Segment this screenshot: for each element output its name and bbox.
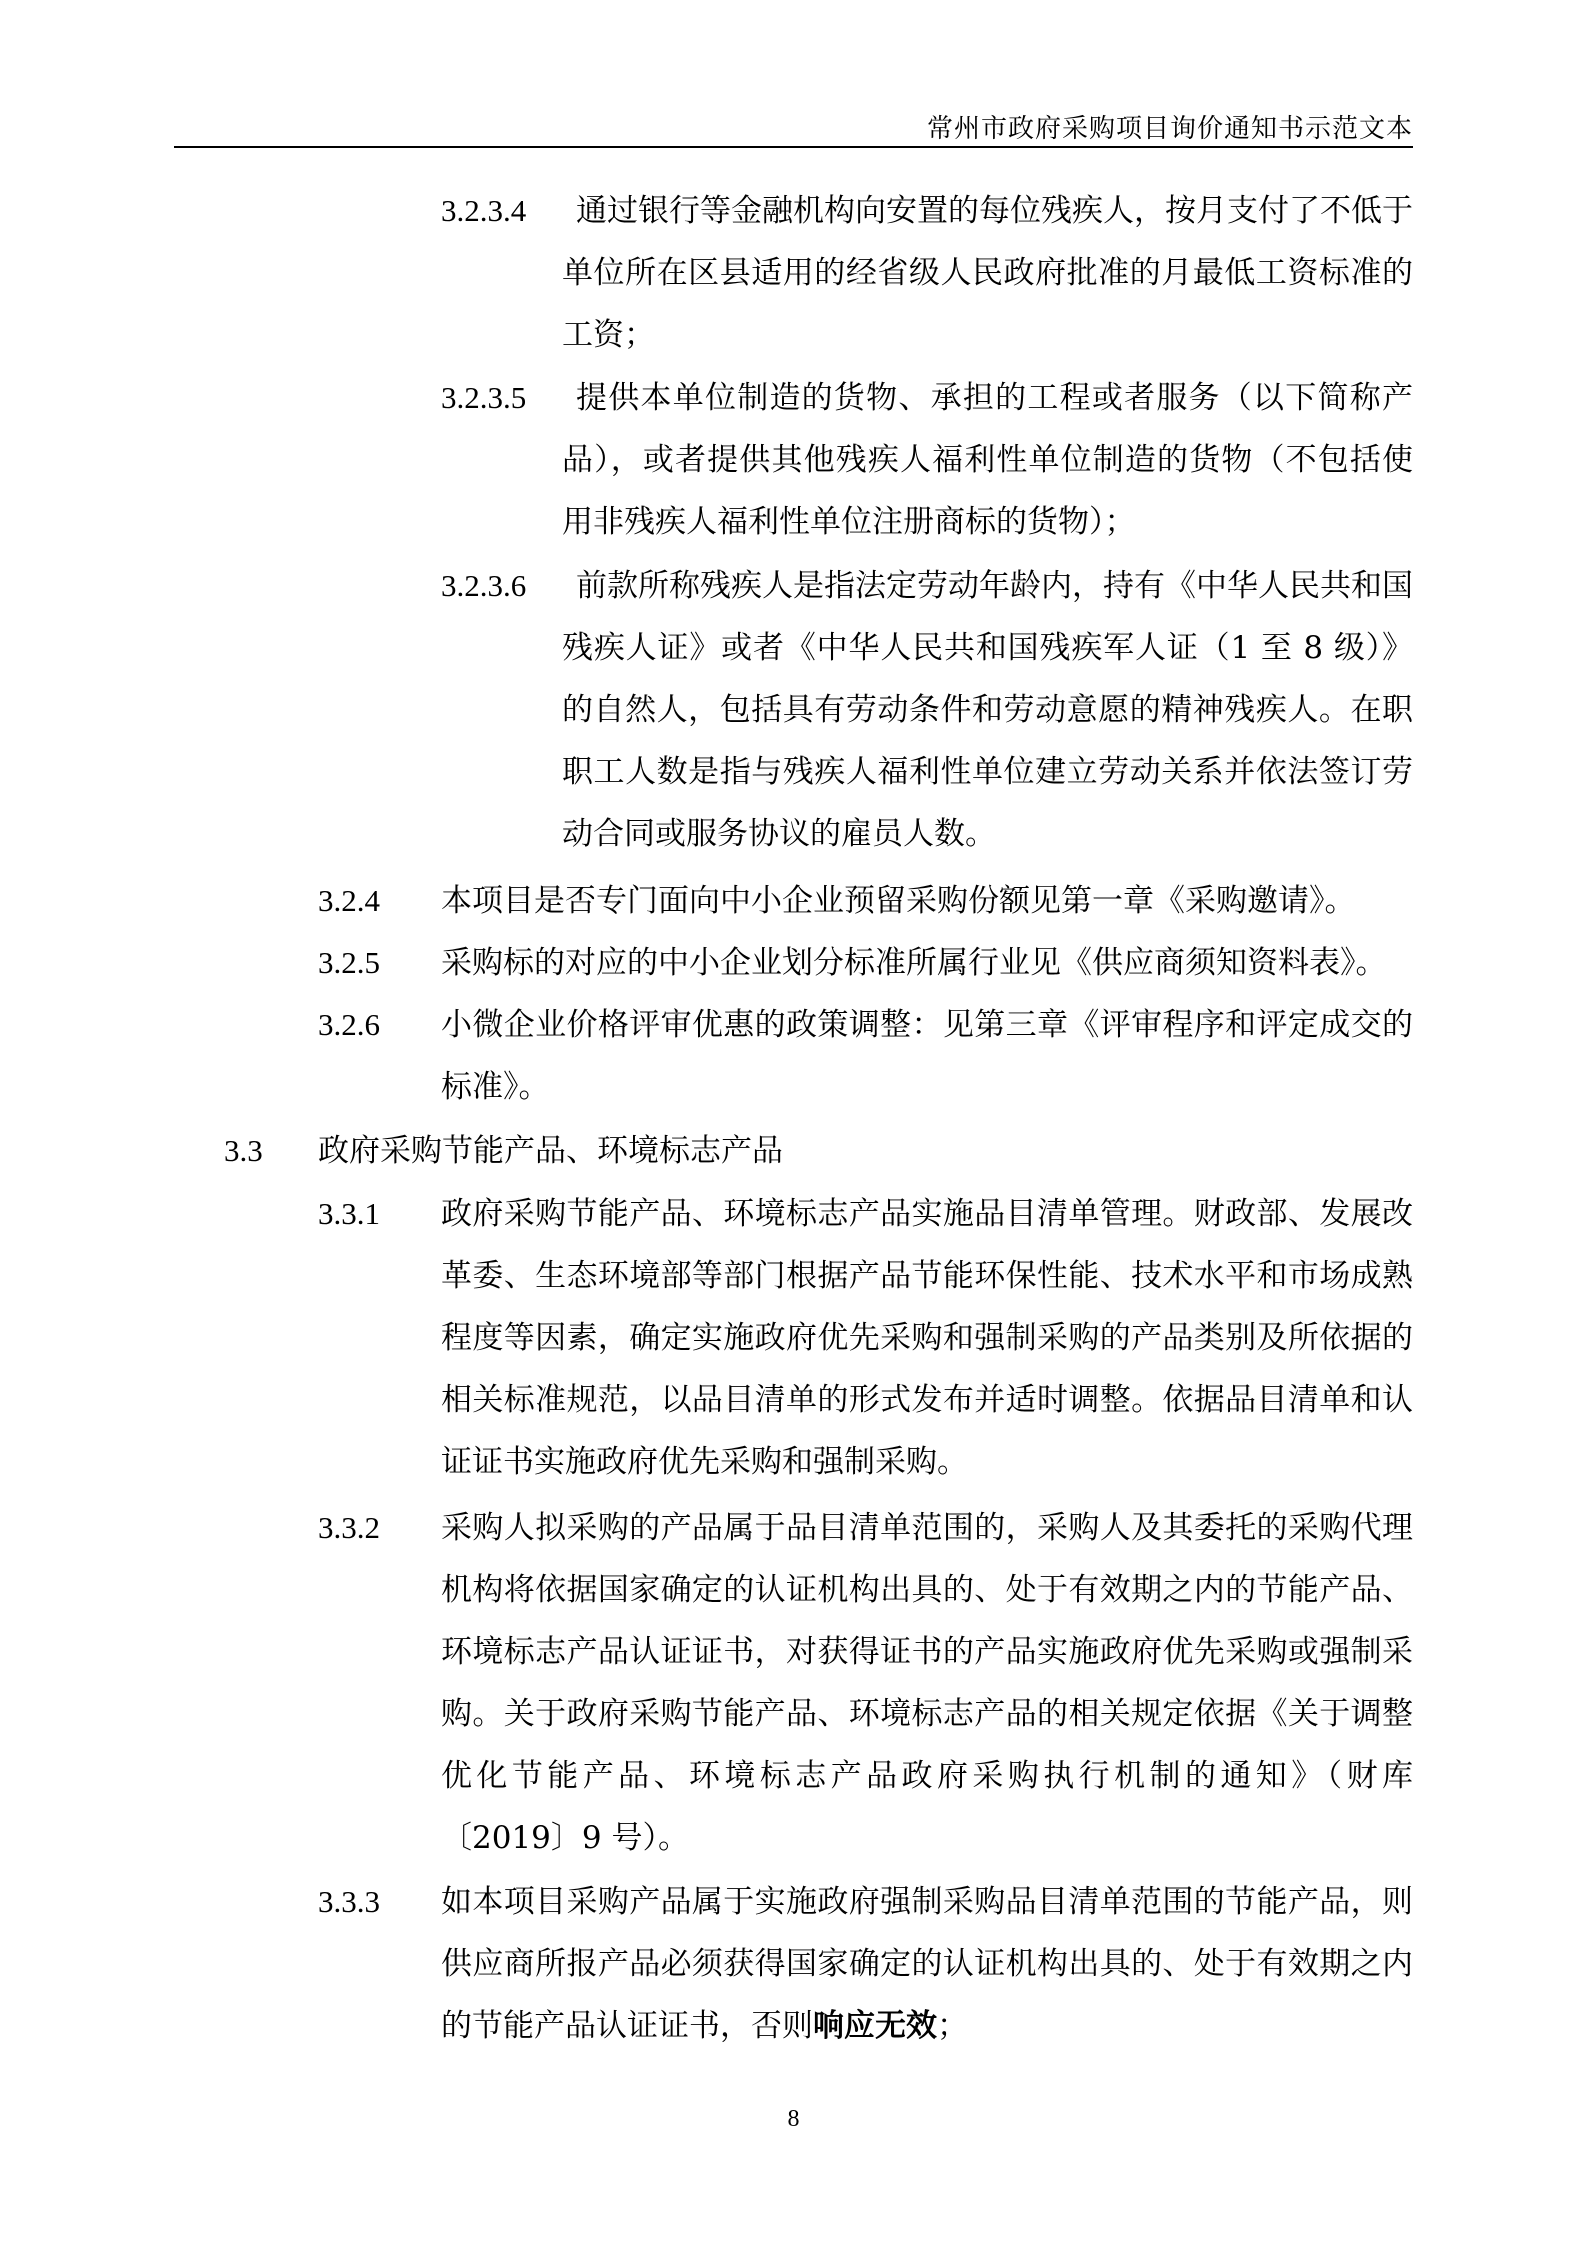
clause-number: 3.3.3	[318, 1884, 380, 1919]
clause-number: 3.2.5	[318, 945, 380, 980]
clause-number: 3.2.3.5	[441, 380, 527, 415]
clause-number: 3.2.6	[318, 1007, 380, 1042]
page-number: 8	[787, 2106, 800, 2132]
clause-text: 小微企业价格评审优惠的政策调整：见第三章《评审程序和评定成交的标准》。	[441, 1007, 1413, 1105]
clause-text-tail: ；	[937, 2008, 968, 2044]
clause-text: 政府采购节能产品、环境标志产品实施品目清单管理。财政部、发展改革委、生态环境部等部门根据产品节能环保性能、技术水平和市场成熟程度等因素，确定实施政府优先采购和强制采购的产品类别及所依据的相关标准规范，以品目清单的形式发布并适时调整。依据品目清单和认证证书实施政府优先采购和强制采购。	[441, 1196, 1413, 1480]
clause-number: 3.2.3.4	[441, 193, 527, 228]
header-rule	[174, 146, 1413, 148]
clause-number: 3.2.4	[318, 883, 380, 918]
clause-text	[441, 1871, 1413, 2057]
clause-text: 采购标的对应的中小企业划分标准所属行业见《供应商须知资料表》。	[441, 945, 1387, 981]
clause-number: 3.3.1	[318, 1196, 380, 1231]
clause-number: 3.2.3.6	[441, 568, 527, 603]
clause-number: 3.3.2	[318, 1510, 380, 1545]
clause-text: 本项目是否专门面向中小企业预留采购份额见第一章《采购邀请》。	[441, 883, 1356, 919]
clause-text: 采购人拟采购的产品属于品目清单范围的，采购人及其委托的采购代理机构将依据国家确定的认证机构出具的、处于有效期之内的节能产品、环境标志产品认证证书，对获得证书的产品实施政府优先采购或强制采购。关于政府采购节能产品、环境标志产品的相关规定依据《关于调整优化节能产品、环境标志产品政府采购执行机制的通知》（财库〔2019〕9 号）。	[441, 1510, 1413, 1856]
page-header-title: 常州市政府采购项目询价通知书示范文本	[926, 114, 1413, 144]
section-heading: 政府采购节能产品、环境标志产品	[318, 1133, 783, 1169]
clause-text-body: 如本项目采购产品属于实施政府强制采购品目清单范围的节能产品，则供应商所报产品必须获得国家确定的认证机构出具的、处于有效期之内的节能产品认证证书，否则	[441, 1884, 1413, 2044]
section-number: 3.3	[224, 1133, 263, 1168]
clause-text: 前款所称残疾人是指法定劳动年龄内，持有《中华人民共和国残疾人证》或者《中华人民共和国残疾军人证（1 至 8 级）》的自然人，包括具有劳动条件和劳动意愿的精神残疾人。在职职工人数是指与残疾人福利性单位建立劳动关系并依法签订劳动合同或服务协议的雇员人数。	[562, 568, 1413, 852]
clause-text: 提供本单位制造的货物、承担的工程或者服务（以下简称产品），或者提供其他残疾人福利性单位制造的货物（不包括使用非残疾人福利性单位注册商标的货物）；	[562, 380, 1413, 540]
clause-text: 通过银行等金融机构向安置的每位残疾人，按月支付了不低于单位所在区县适用的经省级人民政府批准的月最低工资标准的工资；	[562, 193, 1413, 353]
emphasis-invalid-response: 响应无效	[813, 2008, 937, 2044]
